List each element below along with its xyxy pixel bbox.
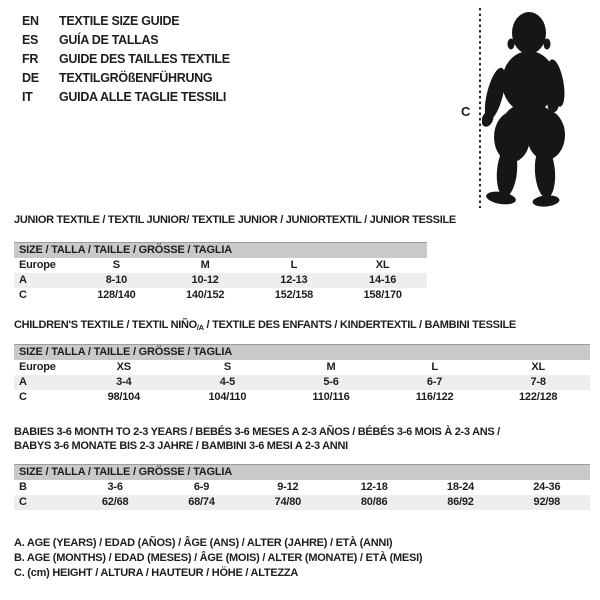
size-cell: XL <box>375 259 390 271</box>
language-row-it <box>22 88 230 107</box>
size-cell: L <box>431 361 438 373</box>
title-text: / TEXTILE DES ENFANTS / KINDERTEXTIL / BAMBINI TESSILE <box>203 319 516 331</box>
language-code: IT <box>22 90 33 104</box>
row-label: Europe <box>19 361 56 373</box>
age-cell: 5-6 <box>323 376 339 388</box>
table-row-age-months <box>14 480 590 495</box>
language-row-en <box>22 12 230 31</box>
babies-size-table <box>14 464 590 510</box>
language-title: GUIDE DES TAILLES TEXTILE <box>59 52 230 66</box>
height-cell: 92/98 <box>533 496 561 508</box>
row-label: C <box>19 289 27 301</box>
language-code: ES <box>22 33 39 47</box>
table-row-europe <box>14 258 427 273</box>
language-title: TEXTILGRÖßENFÜHRUNG <box>59 71 213 85</box>
table-row-height <box>14 495 590 510</box>
height-cell: 86/92 <box>447 496 474 508</box>
size-cell: M <box>326 361 336 373</box>
row-label: A <box>19 376 27 388</box>
height-cell: 110/116 <box>312 391 350 403</box>
section-title-babies <box>14 425 534 453</box>
title-line-1: BABIES 3-6 MONTH TO 2-3 YEARS / BEBÉS 3-6 MESES A 2-3 AÑOS / BÉBÉS 3-6 MOIS À 2-3 ANS / <box>14 426 500 438</box>
size-cell: XS <box>116 361 131 373</box>
age-cell: 9-12 <box>277 481 299 493</box>
size-cell: L <box>290 259 298 271</box>
size-table-header: SIZE / TALLA / TAILLE / GRÖSSE / TAGLIA <box>14 242 427 258</box>
age-cell: 12-18 <box>360 481 388 493</box>
age-cell: 3-6 <box>107 481 123 493</box>
age-cell: 6-7 <box>426 376 443 388</box>
size-cell: XL <box>531 361 545 373</box>
size-table-header: SIZE / TALLA / TAILLE / GRÖSSE / TAGLIA <box>14 464 590 480</box>
note-age-months: B. AGE (MONTHS) / EDAD (MESES) / ÂGE (MOIS) / ALTER (MONATE) / ETÀ (MESI) <box>14 552 423 565</box>
language-title: TEXTILE SIZE GUIDE <box>59 14 180 28</box>
title-subscript: /A <box>196 323 204 332</box>
height-cell: 98/104 <box>107 391 141 403</box>
language-row-es <box>22 31 230 50</box>
height-cell: 152/158 <box>274 289 314 301</box>
title-text: CHILDREN'S TEXTILE / TEXTIL NIÑO <box>14 319 197 331</box>
size-cell: S <box>112 259 120 271</box>
table-row-height <box>14 390 590 405</box>
height-cell: 140/152 <box>185 289 225 301</box>
age-cell: 18-24 <box>446 481 475 493</box>
height-cell: 116/122 <box>415 391 454 403</box>
language-code: EN <box>22 14 39 28</box>
row-label: B <box>19 481 27 493</box>
table-row-europe <box>14 360 590 375</box>
language-title: GUIDA ALLE TAGLIE TESSILI <box>59 90 227 104</box>
height-cell: 128/140 <box>97 289 136 301</box>
table-row-height <box>14 288 427 303</box>
table-row-age <box>14 273 427 288</box>
height-cell: 104/110 <box>208 391 247 403</box>
age-cell: 7-8 <box>530 376 546 388</box>
row-label: C <box>19 391 27 403</box>
section-title-junior: JUNIOR TEXTILE / TEXTIL JUNIOR/ TEXTILE JUNIOR / JUNIORTEXTIL / JUNIOR TESSILE <box>14 214 456 226</box>
age-cell: 12-13 <box>280 274 308 286</box>
row-label: C <box>19 496 27 508</box>
title-line-2: BABYS 3-6 MONATE BIS 2-3 JAHRE / BAMBINI 3-6 MESI A 2-3 ANNI <box>14 440 348 452</box>
age-cell: 4-5 <box>219 376 236 388</box>
height-measure-dotted-line <box>479 8 481 208</box>
language-title: GUÍA DE TALLAS <box>59 33 159 47</box>
language-code: FR <box>22 52 39 66</box>
table-row-age <box>14 375 590 390</box>
language-title-list <box>22 12 230 107</box>
height-cell: 80/86 <box>360 496 388 508</box>
row-label: Europe <box>19 259 56 271</box>
size-table-header: SIZE / TALLA / TAILLE / GRÖSSE / TAGLIA <box>14 344 590 360</box>
baby-silhouette-icon <box>482 8 586 208</box>
language-code: DE <box>22 71 39 85</box>
age-cell: 24-36 <box>533 481 561 493</box>
children-size-table <box>14 344 590 405</box>
height-cell: 122/128 <box>518 391 558 403</box>
age-cell: 6-9 <box>193 481 210 493</box>
row-label: A <box>19 274 27 286</box>
age-cell: 10-12 <box>191 274 219 286</box>
height-measure-label: C <box>461 104 471 119</box>
size-cell: S <box>223 361 231 373</box>
height-cell: 68/74 <box>188 496 215 508</box>
size-cell: M <box>200 259 210 271</box>
height-cell: 74/80 <box>274 496 302 508</box>
age-cell: 14-16 <box>369 274 397 286</box>
age-cell: 8-10 <box>105 274 127 286</box>
age-cell: 3-4 <box>116 376 132 388</box>
legend-notes <box>14 536 422 582</box>
junior-size-table <box>14 242 427 303</box>
language-row-fr <box>22 50 230 69</box>
section-title-children <box>14 318 516 335</box>
note-height-cm: C. (cm) HEIGHT / ALTURA / HAUTEUR / HÖHE / ALTEZZA <box>14 567 299 580</box>
height-cell: 62/68 <box>101 496 129 508</box>
note-age-years: A. AGE (YEARS) / EDAD (AÑOS) / ÂGE (ANS) / ALTER (JAHRE) / ETÀ (ANNI) <box>14 537 393 549</box>
height-cell: 158/170 <box>363 289 402 301</box>
language-row-de <box>22 69 230 88</box>
